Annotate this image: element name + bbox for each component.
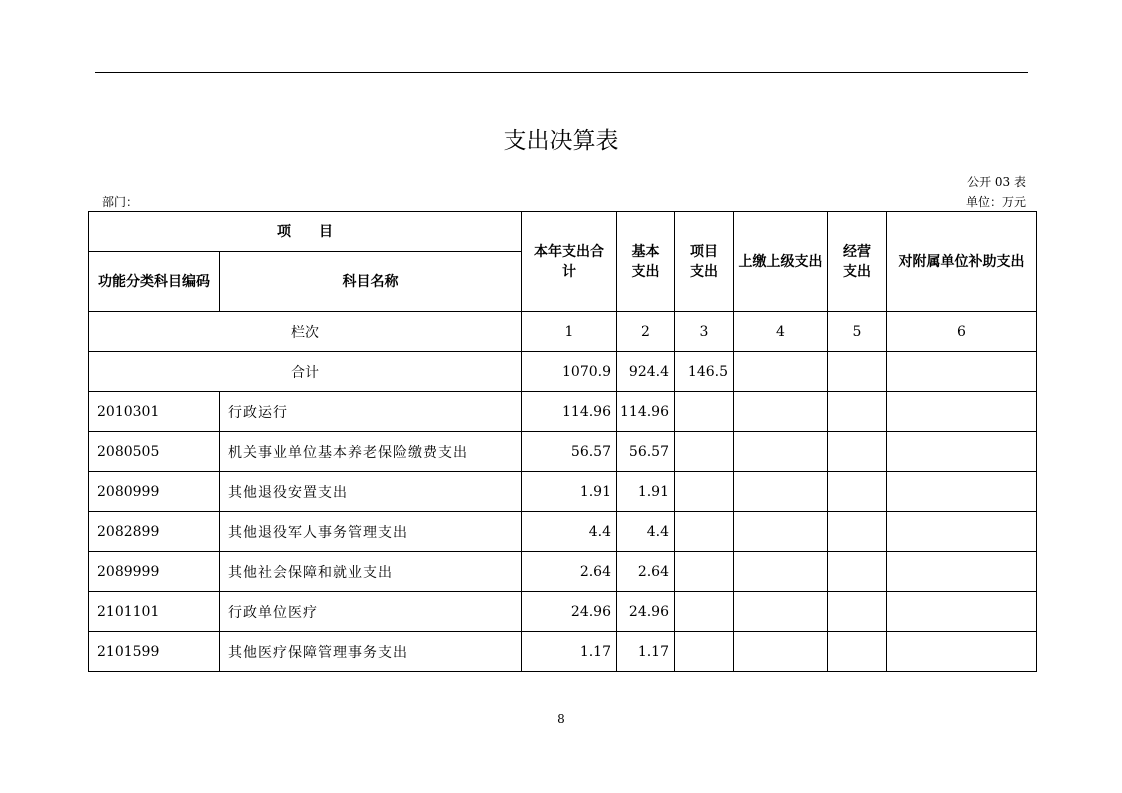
row-code: 2010301 [89, 392, 220, 432]
row-value [675, 432, 734, 472]
total-cell [887, 352, 1037, 392]
row-value [828, 512, 887, 552]
header-code: 功能分类科目编码 [89, 252, 220, 312]
row-value [828, 472, 887, 512]
row-value: 24.96 [617, 592, 675, 632]
row-value: 56.57 [617, 432, 675, 472]
row-value: 114.96 [617, 392, 675, 432]
table-row [89, 592, 1037, 632]
row-value [734, 512, 828, 552]
total-cell [828, 352, 887, 392]
row-name: 其他退役安置支出 [220, 472, 522, 512]
header-project: 项目支出 [675, 212, 734, 312]
row-value: 1.91 [522, 472, 617, 512]
row-value [734, 632, 828, 672]
row-value [887, 472, 1037, 512]
table-row [89, 392, 1037, 432]
document-title: 支出决算表 [503, 128, 619, 154]
row-name: 行政单位医疗 [220, 592, 522, 632]
column-index-label: 栏次 [89, 312, 522, 352]
header-operating: 经营支出 [828, 212, 887, 312]
row-code: 2101599 [89, 632, 220, 672]
total-cell [734, 352, 828, 392]
row-value [828, 592, 887, 632]
row-value [734, 392, 828, 432]
row-value [828, 552, 887, 592]
column-index-cell: 2 [617, 312, 675, 352]
header-turnover: 上缴上级支出 [734, 212, 828, 312]
table-row [89, 472, 1037, 512]
row-value [734, 552, 828, 592]
column-index-cell: 4 [734, 312, 828, 352]
header-total: 本年支出合计 [522, 212, 617, 312]
row-value [675, 552, 734, 592]
row-value [887, 512, 1037, 552]
total-row [89, 352, 1037, 392]
table-row [89, 552, 1037, 592]
row-value: 4.4 [522, 512, 617, 552]
header-rule [95, 72, 1028, 73]
row-value [828, 432, 887, 472]
total-cell: 1070.9 [522, 352, 617, 392]
row-code: 2080505 [89, 432, 220, 472]
row-value: 2.64 [617, 552, 675, 592]
expenditure-table [88, 211, 1037, 672]
total-label: 合计 [89, 352, 522, 392]
row-value [828, 392, 887, 432]
unit-label: 单位：万元 [965, 195, 1026, 209]
row-code: 2082899 [89, 512, 220, 552]
row-value [887, 392, 1037, 432]
total-cell: 146.5 [675, 352, 734, 392]
row-name: 机关事业单位基本养老保险缴费支出 [220, 432, 522, 472]
header-item-group: 项 目 [89, 212, 522, 252]
row-value [887, 432, 1037, 472]
column-index-cell: 6 [887, 312, 1037, 352]
row-name: 其他退役军人事务管理支出 [220, 512, 522, 552]
header-subsidy: 对附属单位补助支出 [887, 212, 1037, 312]
row-value [675, 592, 734, 632]
page-number: 8 [557, 712, 565, 726]
row-name: 行政运行 [220, 392, 522, 432]
row-value: 56.57 [522, 432, 617, 472]
row-value [675, 392, 734, 432]
row-value: 2.64 [522, 552, 617, 592]
department-label: 部门： [102, 195, 139, 209]
row-value: 1.17 [522, 632, 617, 672]
form-number: 公开 03 表 [967, 175, 1026, 189]
row-value [887, 632, 1037, 672]
column-index-cell: 1 [522, 312, 617, 352]
row-value [887, 592, 1037, 632]
row-value [734, 472, 828, 512]
column-index-row [89, 312, 1037, 352]
table-row [89, 432, 1037, 472]
column-index-cell: 5 [828, 312, 887, 352]
row-value [675, 472, 734, 512]
row-value [734, 432, 828, 472]
row-value: 114.96 [522, 392, 617, 432]
row-value [734, 592, 828, 632]
table-row [89, 632, 1037, 672]
row-code: 2080999 [89, 472, 220, 512]
row-value: 1.17 [617, 632, 675, 672]
row-value: 24.96 [522, 592, 617, 632]
table-row [89, 512, 1037, 552]
total-cell: 924.4 [617, 352, 675, 392]
header-basic: 基本支出 [617, 212, 675, 312]
row-name: 其他社会保障和就业支出 [220, 552, 522, 592]
column-index-cell: 3 [675, 312, 734, 352]
row-value [675, 512, 734, 552]
row-value: 4.4 [617, 512, 675, 552]
row-code: 2101101 [89, 592, 220, 632]
row-value [675, 632, 734, 672]
row-value [887, 552, 1037, 592]
row-value [828, 632, 887, 672]
row-value: 1.91 [617, 472, 675, 512]
row-name: 其他医疗保障管理事务支出 [220, 632, 522, 672]
header-name: 科目名称 [220, 252, 522, 312]
row-code: 2089999 [89, 552, 220, 592]
